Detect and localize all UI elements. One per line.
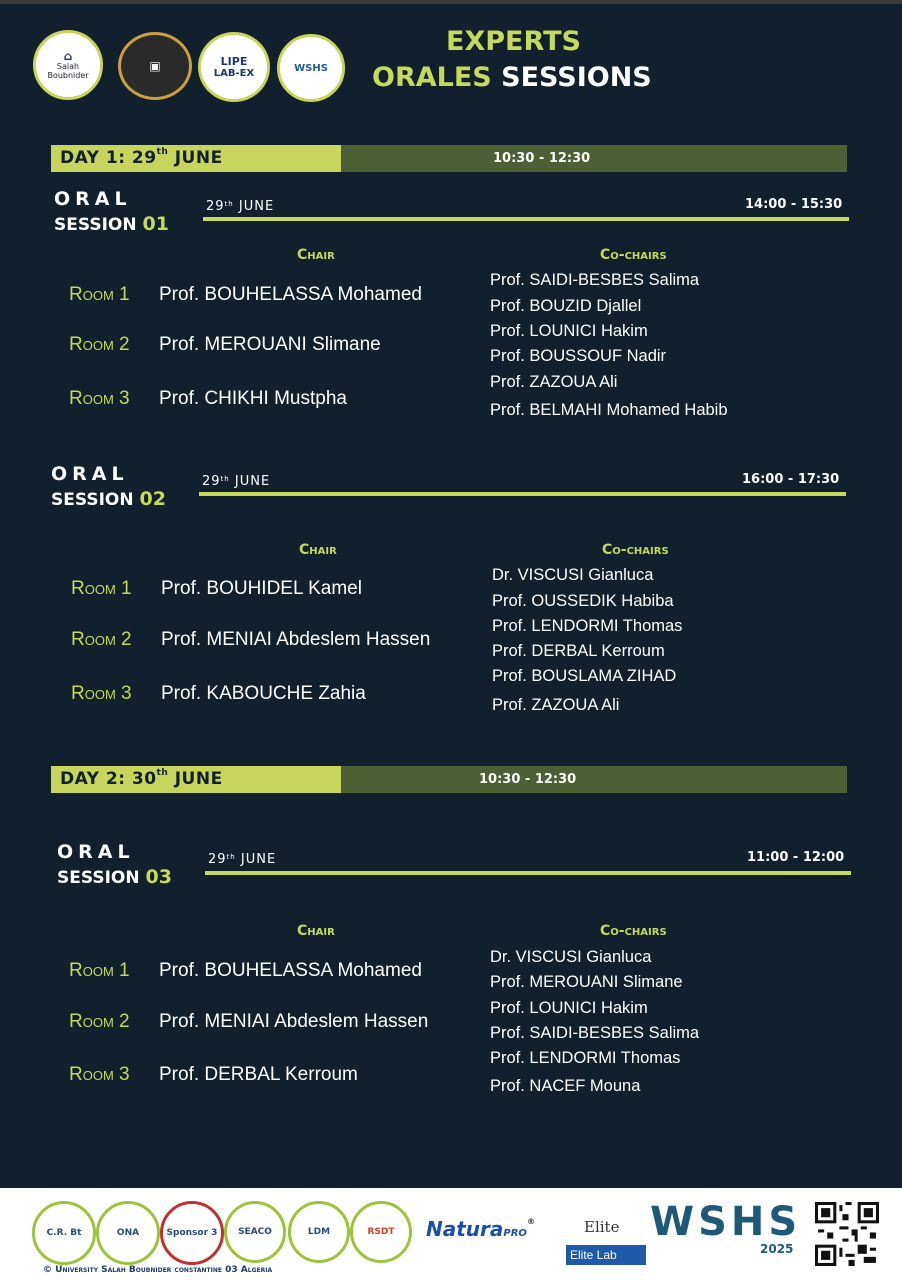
cochair-header: Co-chairs	[600, 247, 667, 263]
top-border	[0, 0, 902, 4]
university-constantine-3-logo: ⌂ Salah Boubnider	[33, 30, 103, 100]
cochair-item: Prof. BOUSSOUF Nadir	[490, 347, 667, 365]
room-3-label: Room 3	[69, 388, 130, 409]
room-2-label: Room 2	[69, 1011, 130, 1032]
session-01-heading	[54, 188, 169, 235]
logo-caption: Salah Boubnider	[47, 62, 89, 80]
cochair-item: Prof. NACEF Mouna	[490, 1077, 641, 1095]
ona-logo: ONA	[96, 1201, 160, 1265]
session-03-date: 29th JUNE	[208, 852, 277, 867]
wshs-logo	[277, 34, 345, 102]
session-03-divider	[205, 871, 851, 875]
room-1-label: Room 1	[71, 578, 132, 599]
session-02-date: 29th JUNE	[202, 474, 271, 489]
day-2-label: DAY 2: 30th JUNE	[51, 766, 341, 793]
room-3-chair: Prof. KABOUCHE Zahia	[161, 683, 366, 704]
rsdt-logo: RSDT	[350, 1201, 412, 1263]
session-02-heading	[51, 463, 166, 510]
session-03-time: 11:00 - 12:00	[747, 850, 845, 865]
room-2-label: Room 2	[69, 334, 130, 355]
oral-label: ORAL	[57, 841, 135, 863]
room-3-chair: Prof. DERBAL Kerroum	[159, 1064, 358, 1085]
cochair-item: Prof. LENDORMI Thomas	[490, 1049, 681, 1067]
cochair-item: Prof. LOUNICI Hakim	[490, 322, 648, 340]
session-01-date: 29th JUNE	[206, 199, 275, 214]
cochair-item: Prof. MEROUANI Slimane	[490, 973, 683, 991]
chair-header: Chair	[299, 542, 337, 558]
ldm-logo: LDM	[288, 1201, 350, 1263]
page-title-line2	[372, 62, 652, 93]
crbt-logo: C.R. Bt	[32, 1201, 96, 1265]
day-2-bar	[51, 766, 847, 793]
cochair-item: Prof. DERBAL Kerroum	[492, 642, 665, 660]
room-2-chair: Prof. MENIAI Abdeslem Hassen	[159, 1011, 429, 1032]
room-2-chair: Prof. MEROUANI Slimane	[159, 334, 381, 355]
cochair-item: Prof. BELMAHI Mohamed Habib	[490, 401, 728, 419]
qr-code-icon	[815, 1202, 879, 1266]
session-label: SESSION 01	[54, 213, 169, 235]
elite-lab-logo	[566, 1202, 646, 1264]
elite-text: Elite	[584, 1218, 620, 1236]
cochair-item: Prof. LOUNICI Hakim	[490, 999, 648, 1017]
title-rest: SESSIONS	[491, 62, 652, 93]
cochair-item: Prof. SAIDI-BESBES Salima	[490, 1024, 700, 1042]
naturapro-logo: NaturaPRO®	[426, 1217, 535, 1241]
session-03-heading	[57, 841, 172, 888]
room-1-label: Room 1	[69, 284, 130, 305]
sponsor-3-logo: Sponsor 3	[160, 1201, 224, 1265]
copyright-text: © University Salah Boubnider constantine 03 Algeria	[43, 1265, 273, 1275]
lipe-lab-ex-logo: LIPE LAB-EX	[198, 32, 270, 102]
cochair-header: Co-chairs	[602, 542, 669, 558]
session-02-time: 16:00 - 17:30	[742, 472, 840, 487]
day-1-label: DAY 1: 29th JUNE	[51, 145, 341, 172]
room-2-chair: Prof. MENIAI Abdeslem Hassen	[161, 629, 431, 650]
oral-label: ORAL	[51, 463, 129, 485]
room-1-label: Room 1	[69, 960, 130, 981]
session-01-time: 14:00 - 15:30	[745, 197, 843, 212]
wshs-year: 2025	[760, 1242, 794, 1256]
oral-label: ORAL	[54, 188, 132, 210]
room-1-chair: Prof. BOUHELASSA Mohamed	[159, 284, 422, 305]
elite-lab-text: Elite Lab	[566, 1245, 646, 1265]
session-02-divider	[199, 492, 846, 496]
room-3-label: Room 3	[69, 1064, 130, 1085]
chair-header: Chair	[297, 923, 335, 939]
page-title-line1: EXPERTS	[446, 26, 581, 57]
cochair-item: Prof. BOUZID Djallel	[490, 297, 642, 315]
logo-caption: WSHS	[294, 62, 328, 74]
seaco-logo: SEACO	[224, 1201, 286, 1263]
cochair-item: Dr. VISCUSI Gianluca	[490, 948, 652, 966]
day-1-bar	[51, 145, 847, 172]
chair-header: Chair	[297, 247, 335, 263]
cochair-item: Prof. SAIDI-BESBES Salima	[490, 271, 700, 289]
cochair-item: Prof. BOUSLAMA ZIHAD	[492, 667, 677, 685]
day-1-time: 10:30 - 12:30	[493, 151, 591, 166]
cochair-item: Prof. LENDORMI Thomas	[492, 617, 683, 635]
cochair-item: Prof. ZAZOUA Ali	[492, 696, 620, 714]
title-accent: ORALES	[372, 62, 492, 93]
day-2-time: 10:30 - 12:30	[479, 772, 577, 787]
wshs-wordmark: WSHS	[650, 1199, 802, 1245]
room-3-label: Room 3	[71, 683, 132, 704]
room-1-chair: Prof. BOUHIDEL Kamel	[161, 578, 362, 599]
cochair-item: Dr. VISCUSI Gianluca	[492, 566, 654, 584]
room-1-chair: Prof. BOUHELASSA Mohamed	[159, 960, 422, 981]
session-label: SESSION 03	[57, 866, 172, 888]
session-01-divider	[203, 217, 849, 221]
cochair-item: Prof. OUSSEDIK Habiba	[492, 592, 674, 610]
room-3-chair: Prof. CHIKHI Mustpha	[159, 388, 347, 409]
room-2-label: Room 2	[71, 629, 132, 650]
session-label: SESSION 02	[51, 488, 166, 510]
cochair-item: Prof. ZAZOUA Ali	[490, 373, 618, 391]
faculte-genie-procedes-logo: ▣	[118, 32, 192, 100]
cochair-header: Co-chairs	[600, 923, 667, 939]
